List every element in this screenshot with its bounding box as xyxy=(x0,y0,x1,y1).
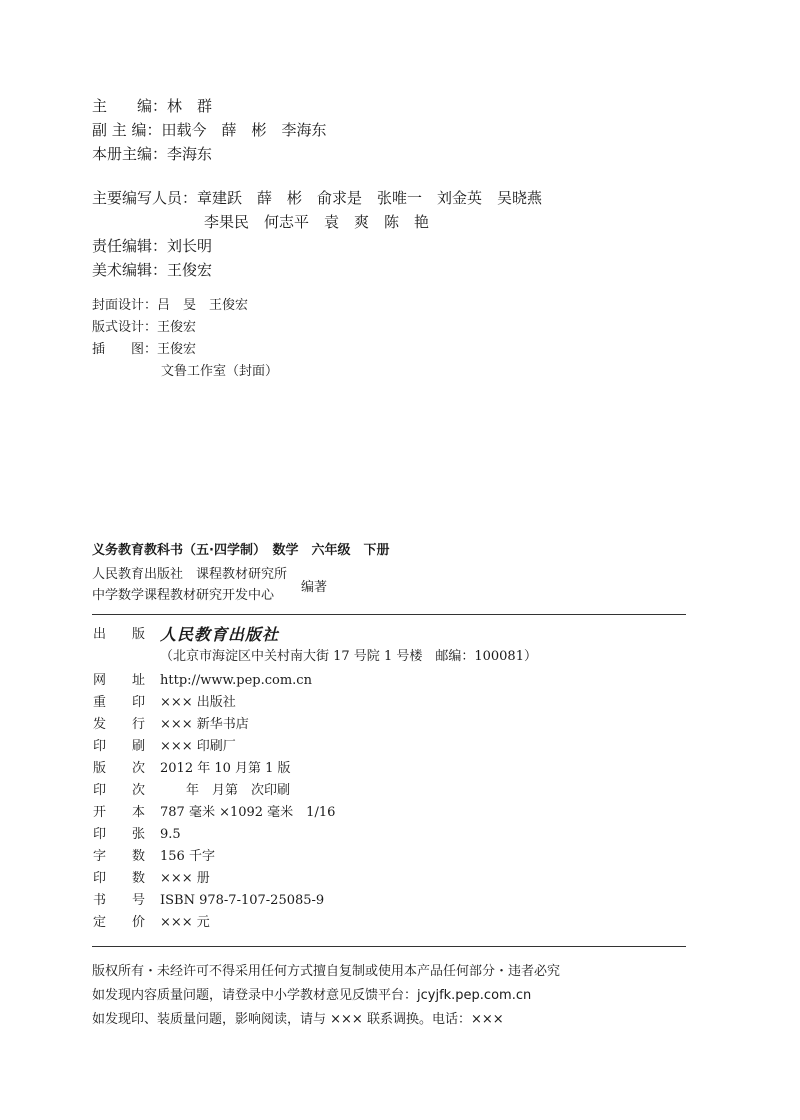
chief-editor: 主 编：林 群 xyxy=(92,97,213,115)
deputy-editors: 副 主 编：田载今 薛 彬 李海东 xyxy=(92,121,327,139)
pub-detail-value: ××× 出版社 xyxy=(160,695,236,710)
pub-detail-value: ××× 印刷厂 xyxy=(160,739,236,754)
pub-detail-label: 字 数 xyxy=(92,849,145,864)
pub-detail-row xyxy=(92,912,537,934)
pub-detail-value: ××× 册 xyxy=(160,871,210,886)
pub-detail-row xyxy=(92,780,537,802)
book-info xyxy=(92,540,389,606)
publication-details xyxy=(92,624,537,934)
compilers xyxy=(92,564,389,606)
pub-detail-value: ××× 新华书店 xyxy=(160,717,249,732)
pub-detail-value: 787 毫米 ×1092 毫米 1/16 xyxy=(160,805,336,820)
volume-editor: 本册主编：李海东 xyxy=(92,145,213,163)
pub-detail-value: ××× 元 xyxy=(160,915,210,930)
publisher-row xyxy=(92,624,537,646)
writers-line-2: 李果民 何志平 袁 爽 陈 艳 xyxy=(204,213,430,231)
editorial-credits xyxy=(92,94,542,282)
pub-detail-label: 版 次 xyxy=(92,761,145,776)
pub-detail-value: 156 千字 xyxy=(160,849,215,864)
divider-top xyxy=(92,614,686,615)
pub-detail-row xyxy=(92,868,537,890)
pub-detail-row xyxy=(92,670,537,692)
pub-detail-row xyxy=(92,802,537,824)
divider-bottom xyxy=(92,946,686,947)
content-feedback-line: 如发现内容质量问题，请登录中小学教材意见反馈平台：jcyjfk.pep.com.cn xyxy=(92,988,532,1003)
pub-detail-label: 重 印 xyxy=(92,695,145,710)
pub-detail-row xyxy=(92,846,537,868)
compiler-1: 人民教育出版社 课程教材研究所 xyxy=(92,567,288,582)
pub-detail-row xyxy=(92,758,537,780)
pub-detail-row xyxy=(92,692,537,714)
pub-detail-value: ISBN 978-7-107-25085-9 xyxy=(160,893,325,908)
copyright-line: 版权所有・未经许可不得采用任何方式擅自复制或使用本产品任何部分・违者必究 xyxy=(92,964,561,979)
pub-detail-row xyxy=(92,736,537,758)
layout-design: 版式设计：王俊宏 xyxy=(92,320,197,335)
pub-detail-label: 开 本 xyxy=(92,805,145,820)
pub-detail-value: 9.5 xyxy=(160,827,181,842)
writers-line-1: 主要编写人员：章建跃 薛 彬 俞求是 张唯一 刘金英 吴晓燕 xyxy=(92,189,543,207)
pub-detail-label: 定 价 xyxy=(92,915,145,930)
studio-credit: 文鲁工作室（封面） xyxy=(161,364,279,379)
pub-detail-value: http://www.pep.com.cn xyxy=(160,673,312,688)
pub-detail-label: 发 行 xyxy=(92,717,145,732)
pub-detail-label: 网 址 xyxy=(92,673,145,688)
compiler-suffix: 编著 xyxy=(301,579,328,595)
design-credits xyxy=(92,295,278,383)
pub-detail-label: 书 号 xyxy=(92,893,145,908)
pub-detail-row xyxy=(92,824,537,846)
book-title: 义务教育教科书（五·四学制） 数学 六年级 下册 xyxy=(92,543,390,558)
pub-detail-label: 印 数 xyxy=(92,871,145,886)
rights-notice xyxy=(92,960,560,1032)
responsible-editor: 责任编辑：刘长明 xyxy=(92,237,213,255)
publisher-label: 出 版 xyxy=(92,627,145,642)
print-feedback-line: 如发现印、装质量问题，影响阅读，请与 ××× 联系调换。电话：××× xyxy=(92,1012,504,1027)
pub-detail-label: 印 次 xyxy=(92,783,145,798)
pub-detail-value: 年 月第 次印刷 xyxy=(160,783,291,798)
art-editor: 美术编辑：王俊宏 xyxy=(92,261,213,279)
publisher-logo: 人民教育出版社 xyxy=(160,625,280,644)
pub-detail-value: 2012 年 10 月第 1 版 xyxy=(160,761,291,776)
pub-detail-label: 印 张 xyxy=(92,827,145,842)
cover-design: 封面设计：吕 旻 王俊宏 xyxy=(92,298,249,313)
publisher-address: （北京市海淀区中关村南大街 17 号院 1 号楼 邮编：100081） xyxy=(160,649,537,664)
compiler-2: 中学数学课程教材研究开发中心 xyxy=(92,588,275,603)
illustration: 插 图：王俊宏 xyxy=(92,342,197,357)
pub-detail-row xyxy=(92,890,537,912)
pub-detail-label: 印 刷 xyxy=(92,739,145,754)
pub-detail-row xyxy=(92,714,537,736)
